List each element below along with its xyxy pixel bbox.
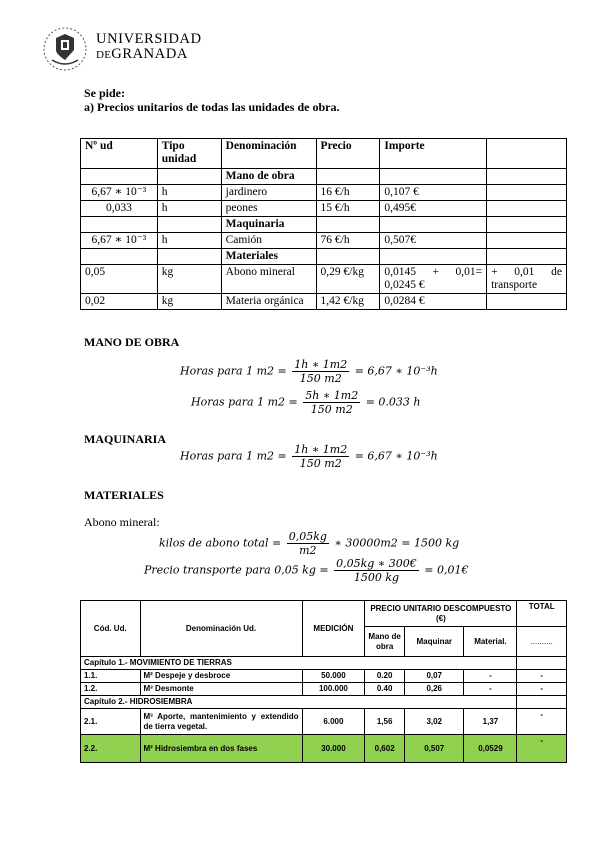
header-cell: Precio <box>316 139 380 169</box>
chapter-row <box>81 657 567 670</box>
header-mano: Mano de obra <box>365 627 405 657</box>
table-row: 0,02 kg Materia orgánica 1,42 €/kg 0,0284 € <box>81 294 567 310</box>
section-label: Mano de obra <box>221 169 316 185</box>
university-prefix: DE <box>96 49 112 61</box>
section-row <box>81 217 567 233</box>
header-total-dots: .......... <box>517 627 567 657</box>
equation-3: Horas para 1 m2 = $\frac{1h ∗ 1m2}{150 m2}$ = 6,67 ∗ 10⁻³h <box>180 443 438 470</box>
equation-2: Horas para 1 m2 = $\frac{5h ∗ 1m2}{150 m2}$ = 0.033 h <box>191 389 421 416</box>
header-mat: Material. <box>464 627 517 657</box>
table-row: 1.2. M³ Desmonte 100.000 0.40 0,26 - - <box>81 683 567 696</box>
equation-1: Horas para 1 m2 = $\frac{1h ∗ 1m2}{150 m2}$ = 6,67 ∗ 10⁻³h <box>180 358 438 385</box>
table-row: 0,05 kg Abono mineral 0,29 €/kg 0,0145 + 0,01= 0,0245 € + 0,01 de transporte <box>81 265 567 294</box>
budget-table <box>80 600 567 763</box>
chapter-2: Capítulo 2.- HIDROSIEMBRA <box>81 696 517 709</box>
table-header-row <box>81 139 567 169</box>
header-den: Denominación Ud. <box>140 601 302 657</box>
section-row <box>81 169 567 185</box>
university-crest-icon <box>42 26 88 72</box>
header-med: MEDICIÓN <box>302 601 365 657</box>
unit-prices-table <box>80 138 567 310</box>
chapter-row <box>81 696 567 709</box>
chapter-1: Capítulo 1.- MOVIMIENTO DE TIERRAS <box>81 657 517 670</box>
university-line2: GRANADA <box>111 46 188 62</box>
university-line1: UNIVERSIDAD <box>96 31 202 47</box>
intro <box>84 86 339 114</box>
header-cell: Importe <box>380 139 487 169</box>
header-maq: Maquinar <box>404 627 464 657</box>
header-total: TOTAL <box>517 601 567 627</box>
header-cell: Nº ud <box>81 139 158 169</box>
equation-4: kilos de abono total = $\frac{0,05kg}{m2}$ ∗ 30000m2 = 1500 kg <box>159 530 460 557</box>
table-row: 6,67 ∗ 10⁻³ h Camión 76 €/h 0,507€ <box>81 233 567 249</box>
intro-title: Se pide: <box>84 86 126 100</box>
section-label: Materiales <box>221 249 316 265</box>
header-cell: Denominación <box>221 139 316 169</box>
header-precio: PRECIO UNITARIO DESCOMPUESTO (€) <box>365 601 517 627</box>
equation-5: Precio transporte para 0,05 kg = $\frac{0,05kg ∗ 300€}{1500 kg}$ = 0,01€ <box>144 557 469 584</box>
section-mat-title: MATERIALES <box>84 488 164 502</box>
table-row-highlighted: 2.2. M² Hidrosiembra en dos fases 30.000 0,602 0,507 0,0529 - <box>81 735 567 763</box>
table-row: 2.1. M³ Aporte, mantenimiento y extendido de tierra vegetal. 6.000 1,56 3,02 1,37 - <box>81 709 567 735</box>
table-row: 0,033 h peones 15 €/h 0,495€ <box>81 201 567 217</box>
university-name <box>96 32 202 63</box>
section-maq-title: MAQUINARIA <box>84 432 166 446</box>
abono-label: Abono mineral: <box>84 515 160 529</box>
section-mano-title: MANO DE OBRA <box>84 335 180 349</box>
section-row <box>81 249 567 265</box>
header-cod: Cód. Ud. <box>81 601 141 657</box>
table-row: 6,67 ∗ 10⁻³ h jardinero 16 €/h 0,107 € <box>81 185 567 201</box>
intro-subtitle: a) Precios unitarios de todas las unidades de obra. <box>84 100 340 114</box>
table-row: 1.1. M² Despeje y desbroce 50.000 0.20 0,07 - - <box>81 670 567 683</box>
section-label: Maquinaria <box>221 217 316 233</box>
table-header-row <box>81 601 567 627</box>
header-cell <box>487 139 567 169</box>
header-cell: Tipo unidad <box>157 139 221 169</box>
